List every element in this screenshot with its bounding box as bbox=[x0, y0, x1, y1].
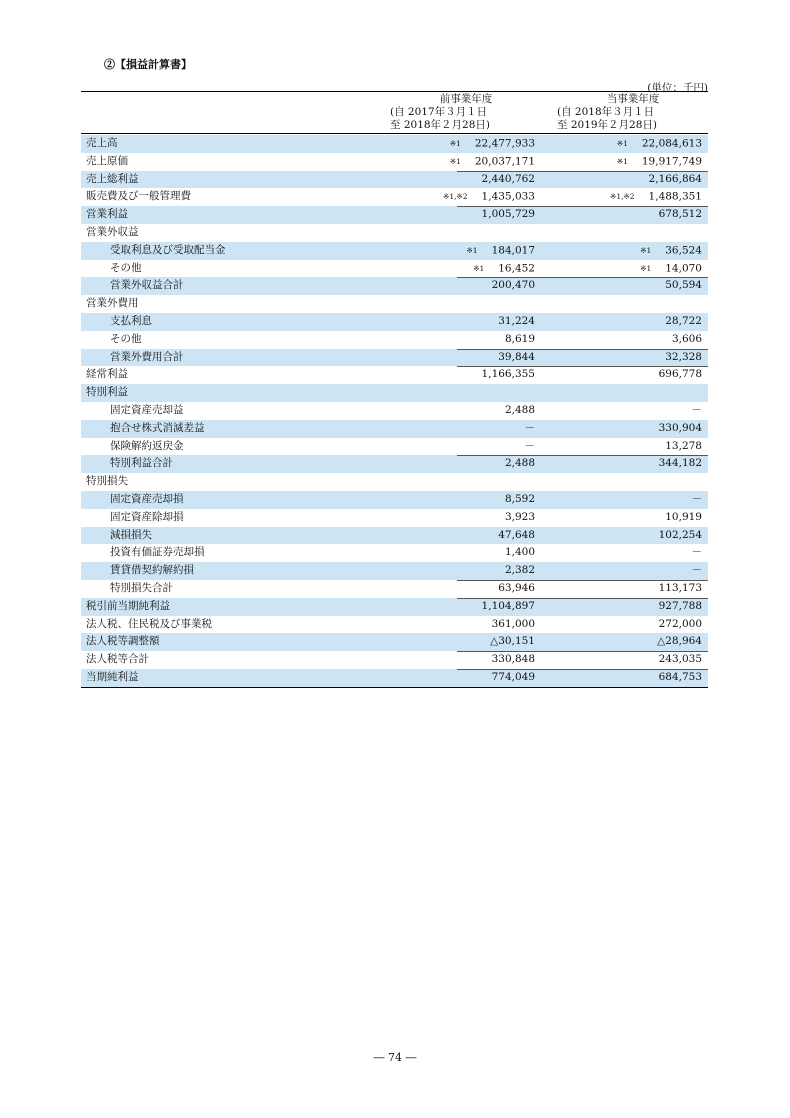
curr-value-cell bbox=[657, 633, 702, 651]
prev-value: 8,619 bbox=[504, 332, 535, 345]
prev-value: 20,037,171 bbox=[474, 155, 535, 168]
row-label: 当期純利益 bbox=[86, 670, 139, 683]
note-mark: ※1,※2 bbox=[443, 192, 468, 202]
prev-value-cell bbox=[492, 669, 535, 687]
note-mark: ※1 bbox=[449, 156, 461, 166]
prev-value-cell bbox=[450, 135, 535, 153]
row-label: その他 bbox=[110, 261, 142, 274]
curr-period-header bbox=[553, 93, 713, 132]
prev-value-cell bbox=[505, 509, 535, 527]
curr-value: 243,035 bbox=[658, 653, 702, 666]
prev-value-cell bbox=[505, 331, 535, 349]
row-label: 税引前当期純利益 bbox=[86, 599, 170, 612]
curr-value: 50,594 bbox=[665, 279, 702, 292]
table-row bbox=[81, 491, 708, 509]
curr-value: 330,904 bbox=[658, 421, 702, 434]
prev-period-name: 前事業年度 bbox=[439, 93, 493, 105]
prev-value: 2,440,762 bbox=[481, 172, 535, 185]
note-mark: ※1 bbox=[616, 156, 628, 166]
table-row bbox=[81, 206, 708, 224]
prev-value-cell bbox=[492, 651, 535, 669]
prev-value-cell bbox=[490, 633, 535, 651]
table-row bbox=[81, 349, 708, 367]
curr-value: － bbox=[691, 403, 702, 416]
table-row bbox=[81, 402, 708, 420]
curr-value: 19,917,749 bbox=[641, 155, 702, 168]
table-row bbox=[81, 544, 708, 562]
table-row bbox=[81, 420, 708, 438]
table-top-rule bbox=[81, 91, 708, 92]
prev-value-cell bbox=[482, 598, 535, 616]
prev-value: 330,848 bbox=[491, 653, 535, 666]
row-label: 保険解約返戻金 bbox=[110, 439, 184, 452]
curr-value-cell bbox=[692, 402, 703, 420]
row-label: 特別利益合計 bbox=[110, 457, 173, 470]
table-row bbox=[81, 562, 708, 580]
prev-value: 1,435,033 bbox=[481, 190, 535, 203]
row-label: その他 bbox=[110, 332, 142, 345]
curr-value-cell bbox=[659, 527, 702, 545]
prev-period-from: (自 2017年３月１日 bbox=[390, 106, 488, 118]
curr-value: 22,084,613 bbox=[641, 137, 702, 150]
row-label: 特別利益 bbox=[86, 386, 128, 399]
prev-value: 1,400 bbox=[504, 546, 535, 559]
prev-value: 3,923 bbox=[504, 510, 535, 523]
prev-value: 39,844 bbox=[498, 350, 535, 363]
row-label: 固定資産売却損 bbox=[110, 492, 184, 505]
page-number: ― 74 ― bbox=[373, 1051, 417, 1064]
curr-value-cell bbox=[659, 669, 702, 687]
curr-value: 678,512 bbox=[658, 208, 702, 221]
note-mark: ※1 bbox=[449, 139, 461, 148]
row-label: 受取利息及び受取配当金 bbox=[110, 243, 226, 256]
prev-value-cell bbox=[467, 242, 535, 260]
curr-value: 13,278 bbox=[665, 439, 702, 452]
curr-value-cell bbox=[665, 509, 702, 527]
table-row bbox=[81, 295, 708, 313]
table-row bbox=[81, 188, 708, 206]
curr-value-cell bbox=[610, 188, 702, 206]
prev-value-cell bbox=[450, 153, 535, 171]
curr-value: 2,166,864 bbox=[648, 172, 702, 185]
row-label: 固定資産売却益 bbox=[110, 403, 184, 416]
curr-value: 684,753 bbox=[658, 670, 702, 683]
table-row bbox=[81, 473, 708, 491]
table-row bbox=[81, 277, 708, 295]
table-row bbox=[81, 242, 708, 260]
prev-value-cell bbox=[482, 171, 535, 189]
table-row bbox=[81, 135, 708, 153]
curr-value-cell bbox=[659, 616, 702, 634]
row-label: 法人税等合計 bbox=[86, 653, 149, 666]
note-mark: ※1 bbox=[616, 139, 628, 148]
prev-value-cell bbox=[492, 616, 535, 634]
curr-value-cell bbox=[692, 491, 703, 509]
curr-value: 1,488,351 bbox=[648, 190, 702, 203]
table-row bbox=[81, 366, 708, 384]
unit-label: (単位：千円) bbox=[647, 82, 708, 94]
prev-value-cell bbox=[498, 527, 535, 545]
row-label: 特別損失合計 bbox=[110, 581, 173, 594]
table-row bbox=[81, 313, 708, 331]
prev-value-cell bbox=[525, 420, 536, 438]
row-label: 売上高 bbox=[86, 137, 118, 149]
prev-value-cell bbox=[505, 544, 535, 562]
curr-value: － bbox=[691, 564, 702, 577]
table-row bbox=[81, 153, 708, 171]
income-statement-table bbox=[81, 135, 708, 688]
curr-value-cell bbox=[692, 544, 703, 562]
curr-value-cell bbox=[672, 331, 702, 349]
curr-value: 36,524 bbox=[665, 244, 702, 257]
table-row bbox=[81, 260, 708, 278]
table-row bbox=[81, 616, 708, 634]
prev-value-cell bbox=[443, 188, 535, 206]
prev-value-cell bbox=[473, 260, 535, 278]
curr-value: 28,722 bbox=[665, 314, 702, 327]
curr-value: 272,000 bbox=[658, 617, 702, 630]
prev-value-cell bbox=[482, 366, 535, 384]
prev-value: 774,049 bbox=[491, 670, 535, 683]
curr-period-name: 当事業年度 bbox=[606, 93, 660, 105]
prev-period-to: 至 2018年２月28日) bbox=[390, 119, 491, 131]
prev-value-cell bbox=[482, 206, 535, 224]
row-label: 法人税、住民税及び事業税 bbox=[86, 617, 212, 630]
row-label: 営業外費用 bbox=[86, 297, 139, 310]
prev-value-cell bbox=[498, 580, 535, 598]
table-row bbox=[81, 651, 708, 669]
note-mark: ※1 bbox=[466, 245, 478, 255]
curr-value-cell bbox=[659, 206, 702, 224]
prev-value: 47,648 bbox=[498, 528, 535, 541]
curr-value: 14,070 bbox=[665, 262, 702, 275]
curr-value-cell bbox=[665, 438, 702, 456]
table-row bbox=[81, 633, 708, 651]
prev-value: 1,005,729 bbox=[481, 208, 535, 221]
row-label: 支払利息 bbox=[110, 314, 152, 327]
prev-value: 1,104,897 bbox=[481, 599, 535, 612]
table-row bbox=[81, 455, 708, 473]
curr-value-cell bbox=[665, 313, 702, 331]
curr-value: － bbox=[691, 546, 702, 559]
curr-value-cell bbox=[649, 171, 702, 189]
prev-value: △30,151 bbox=[490, 635, 535, 648]
note-mark: ※1 bbox=[640, 245, 652, 255]
curr-value-cell bbox=[692, 562, 703, 580]
row-label: 固定資産除却損 bbox=[110, 510, 184, 523]
row-label: 営業利益 bbox=[86, 208, 128, 221]
prev-value: － bbox=[524, 439, 535, 452]
curr-value: 696,778 bbox=[658, 368, 702, 381]
curr-value: 10,919 bbox=[665, 510, 702, 523]
prev-value: 2,488 bbox=[504, 457, 535, 470]
curr-value-cell bbox=[640, 242, 702, 260]
prev-value: － bbox=[524, 421, 535, 434]
prev-value-cell bbox=[505, 402, 535, 420]
prev-value-cell bbox=[505, 562, 535, 580]
prev-period-header bbox=[386, 93, 546, 132]
curr-value-cell bbox=[665, 349, 702, 367]
prev-value: 2,488 bbox=[504, 403, 535, 416]
curr-value: 32,328 bbox=[665, 350, 702, 363]
row-label: 法人税等調整額 bbox=[86, 635, 160, 648]
prev-value-cell bbox=[505, 455, 535, 473]
row-label: 投資有価証券売却損 bbox=[110, 546, 205, 559]
curr-value: 344,182 bbox=[658, 457, 702, 470]
curr-value: 927,788 bbox=[658, 599, 702, 612]
row-label: 売上総利益 bbox=[86, 172, 139, 185]
curr-period-from: (自 2018年３月１日 bbox=[557, 106, 655, 118]
table-row bbox=[81, 580, 708, 598]
prev-value: 63,946 bbox=[498, 581, 535, 594]
curr-value-cell bbox=[659, 455, 702, 473]
note-mark: ※1,※2 bbox=[610, 192, 635, 202]
curr-value: △28,964 bbox=[657, 635, 702, 648]
table-row bbox=[81, 171, 708, 189]
note-mark: ※1 bbox=[473, 263, 485, 273]
table-row bbox=[81, 527, 708, 545]
table-row bbox=[81, 331, 708, 349]
curr-value-cell bbox=[617, 153, 702, 171]
row-label: 営業外収益合計 bbox=[110, 279, 184, 292]
prev-value-cell bbox=[498, 349, 535, 367]
curr-value: 102,254 bbox=[658, 528, 702, 541]
curr-value: － bbox=[691, 492, 702, 505]
prev-value-cell bbox=[505, 491, 535, 509]
prev-value: 22,477,933 bbox=[474, 137, 535, 150]
prev-value-cell bbox=[492, 277, 535, 295]
curr-value-cell bbox=[659, 420, 702, 438]
prev-value: 2,382 bbox=[504, 564, 535, 577]
row-label: 売上原価 bbox=[86, 154, 128, 167]
table-row bbox=[81, 224, 708, 242]
row-label: 減損損失 bbox=[110, 528, 152, 541]
prev-value: 200,470 bbox=[491, 279, 535, 292]
row-label: 賃貸借契約解約損 bbox=[110, 564, 194, 577]
prev-value: 31,224 bbox=[498, 314, 535, 327]
row-label: 抱合せ株式消滅差益 bbox=[110, 421, 205, 434]
table-row bbox=[81, 384, 708, 402]
table-row bbox=[81, 669, 708, 688]
row-label: 経常利益 bbox=[86, 368, 128, 381]
curr-value-cell bbox=[640, 260, 702, 278]
header-rule bbox=[81, 133, 708, 134]
curr-value: 3,606 bbox=[671, 332, 702, 345]
table-row bbox=[81, 509, 708, 527]
table-row bbox=[81, 598, 708, 616]
curr-value-cell bbox=[659, 651, 702, 669]
prev-value: 361,000 bbox=[491, 617, 535, 630]
statement-title: ②【損益計算書】 bbox=[104, 58, 192, 71]
prev-value: 184,017 bbox=[491, 244, 535, 257]
note-mark: ※1 bbox=[640, 263, 652, 273]
table-row bbox=[81, 438, 708, 456]
prev-value: 16,452 bbox=[498, 262, 535, 275]
curr-value-cell bbox=[617, 135, 702, 153]
row-label: 営業外収益 bbox=[86, 225, 139, 238]
curr-value: 113,173 bbox=[658, 581, 702, 594]
curr-period-to: 至 2019年２月28日) bbox=[557, 119, 658, 131]
row-label: 営業外費用合計 bbox=[110, 350, 184, 363]
prev-value: 8,592 bbox=[504, 492, 535, 505]
curr-value-cell bbox=[659, 366, 702, 384]
prev-value-cell bbox=[498, 313, 535, 331]
curr-value-cell bbox=[665, 277, 702, 295]
row-label: 特別損失 bbox=[86, 475, 128, 488]
curr-value-cell bbox=[659, 580, 702, 598]
curr-value-cell bbox=[659, 598, 702, 616]
row-label: 販売費及び一般管理費 bbox=[86, 190, 191, 203]
prev-value-cell bbox=[525, 438, 536, 456]
prev-value: 1,166,355 bbox=[481, 368, 535, 381]
